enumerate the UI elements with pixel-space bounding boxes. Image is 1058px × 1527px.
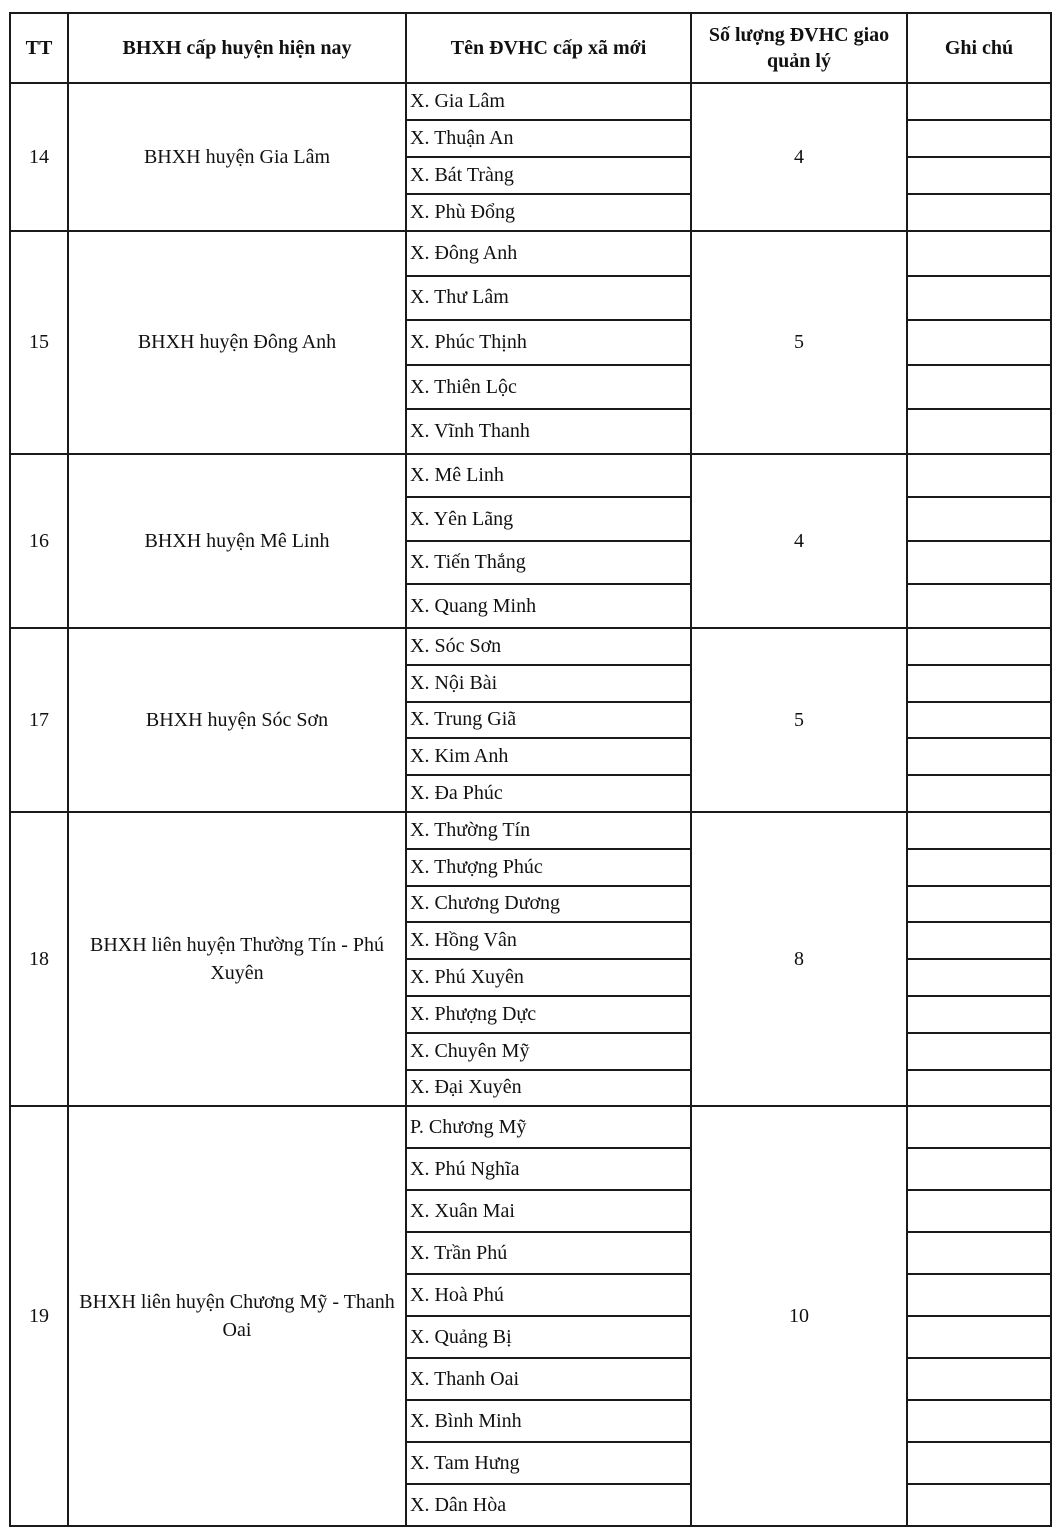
commune-name: X. Chương Dương: [406, 886, 691, 923]
commune-name: X. Yên Lãng: [406, 497, 691, 541]
district-office-name: BHXH huyện Mê Linh: [68, 454, 406, 628]
commune-count: 5: [691, 231, 907, 454]
commune-name: X. Thanh Oai: [406, 1358, 691, 1400]
table-row: [10, 454, 1051, 498]
commune-name: X. Sóc Sơn: [406, 628, 691, 665]
note-cell: [907, 922, 1051, 959]
note-cell: [907, 157, 1051, 194]
note-cell: [907, 1190, 1051, 1232]
commune-name: X. Mê Linh: [406, 454, 691, 498]
commune-name: X. Thuận An: [406, 120, 691, 157]
district-office-name: BHXH huyện Sóc Sơn: [68, 628, 406, 812]
commune-name: X. Thiên Lộc: [406, 365, 691, 410]
note-cell: [907, 1070, 1051, 1107]
note-cell: [907, 1400, 1051, 1442]
header-count: Số lượng ĐVHC giao quản lý: [691, 13, 907, 83]
commune-name: X. Thượng Phúc: [406, 849, 691, 886]
allocation-table: [9, 12, 1052, 1527]
commune-name: X. Bát Tràng: [406, 157, 691, 194]
note-cell: [907, 320, 1051, 365]
note-cell: [907, 120, 1051, 157]
row-number: 17: [10, 628, 68, 812]
row-number: 15: [10, 231, 68, 454]
note-cell: [907, 194, 1051, 231]
note-cell: [907, 812, 1051, 849]
table-row: [10, 628, 1051, 665]
commune-name: P. Chương Mỹ: [406, 1106, 691, 1148]
note-cell: [907, 775, 1051, 812]
commune-name: X. Trần Phú: [406, 1232, 691, 1274]
district-office-name: BHXH liên huyện Chương Mỹ - Thanh Oai: [68, 1106, 406, 1526]
commune-name: X. Phú Xuyên: [406, 959, 691, 996]
note-cell: [907, 849, 1051, 886]
commune-name: X. Hoà Phú: [406, 1274, 691, 1316]
allocation-table-sheet: [9, 12, 1050, 1527]
row-number: 19: [10, 1106, 68, 1526]
note-cell: [907, 584, 1051, 628]
note-cell: [907, 665, 1051, 702]
note-cell: [907, 541, 1051, 585]
header-note: Ghi chú: [907, 13, 1051, 83]
note-cell: [907, 1316, 1051, 1358]
note-cell: [907, 996, 1051, 1033]
note-cell: [907, 365, 1051, 410]
note-cell: [907, 702, 1051, 739]
note-cell: [907, 738, 1051, 775]
table-body: [10, 83, 1051, 1526]
commune-name: X. Quang Minh: [406, 584, 691, 628]
note-cell: [907, 1033, 1051, 1070]
commune-name: X. Bình Minh: [406, 1400, 691, 1442]
commune-name: X. Phù Đổng: [406, 194, 691, 231]
commune-name: X. Thư Lâm: [406, 276, 691, 321]
commune-name: X. Đại Xuyên: [406, 1070, 691, 1107]
table-row: [10, 83, 1051, 120]
row-number: 14: [10, 83, 68, 231]
commune-name: X. Nội Bài: [406, 665, 691, 702]
commune-name: X. Thường Tín: [406, 812, 691, 849]
commune-count: 5: [691, 628, 907, 812]
note-cell: [907, 1232, 1051, 1274]
note-cell: [907, 83, 1051, 120]
table-row: [10, 812, 1051, 849]
note-cell: [907, 1148, 1051, 1190]
district-office-name: BHXH huyện Gia Lâm: [68, 83, 406, 231]
district-office-name: BHXH huyện Đông Anh: [68, 231, 406, 454]
commune-name: X. Tam Hưng: [406, 1442, 691, 1484]
note-cell: [907, 959, 1051, 996]
commune-name: X. Phú Nghĩa: [406, 1148, 691, 1190]
commune-name: X. Đông Anh: [406, 231, 691, 276]
note-cell: [907, 1274, 1051, 1316]
header-commune: Tên ĐVHC cấp xã mới: [406, 13, 691, 83]
header-district: BHXH cấp huyện hiện nay: [68, 13, 406, 83]
district-office-name: BHXH liên huyện Thường Tín - Phú Xuyên: [68, 812, 406, 1106]
note-cell: [907, 886, 1051, 923]
note-cell: [907, 1106, 1051, 1148]
header-tt: TT: [10, 13, 68, 83]
commune-name: X. Trung Giã: [406, 702, 691, 739]
commune-name: X. Gia Lâm: [406, 83, 691, 120]
header-row: [10, 13, 1051, 83]
table-row: [10, 231, 1051, 276]
commune-name: X. Hồng Vân: [406, 922, 691, 959]
note-cell: [907, 1484, 1051, 1526]
commune-count: 8: [691, 812, 907, 1106]
note-cell: [907, 231, 1051, 276]
commune-name: X. Phượng Dực: [406, 996, 691, 1033]
note-cell: [907, 454, 1051, 498]
note-cell: [907, 628, 1051, 665]
note-cell: [907, 1358, 1051, 1400]
commune-count: 10: [691, 1106, 907, 1526]
commune-name: X. Đa Phúc: [406, 775, 691, 812]
note-cell: [907, 409, 1051, 454]
row-number: 16: [10, 454, 68, 628]
commune-name: X. Dân Hòa: [406, 1484, 691, 1526]
commune-name: X. Quảng Bị: [406, 1316, 691, 1358]
commune-count: 4: [691, 454, 907, 628]
commune-count: 4: [691, 83, 907, 231]
commune-name: X. Kim Anh: [406, 738, 691, 775]
commune-name: X. Xuân Mai: [406, 1190, 691, 1232]
row-number: 18: [10, 812, 68, 1106]
commune-name: X. Phúc Thịnh: [406, 320, 691, 365]
note-cell: [907, 276, 1051, 321]
note-cell: [907, 497, 1051, 541]
commune-name: X. Chuyên Mỹ: [406, 1033, 691, 1070]
commune-name: X. Tiến Thắng: [406, 541, 691, 585]
note-cell: [907, 1442, 1051, 1484]
table-row: [10, 1106, 1051, 1148]
commune-name: X. Vĩnh Thanh: [406, 409, 691, 454]
